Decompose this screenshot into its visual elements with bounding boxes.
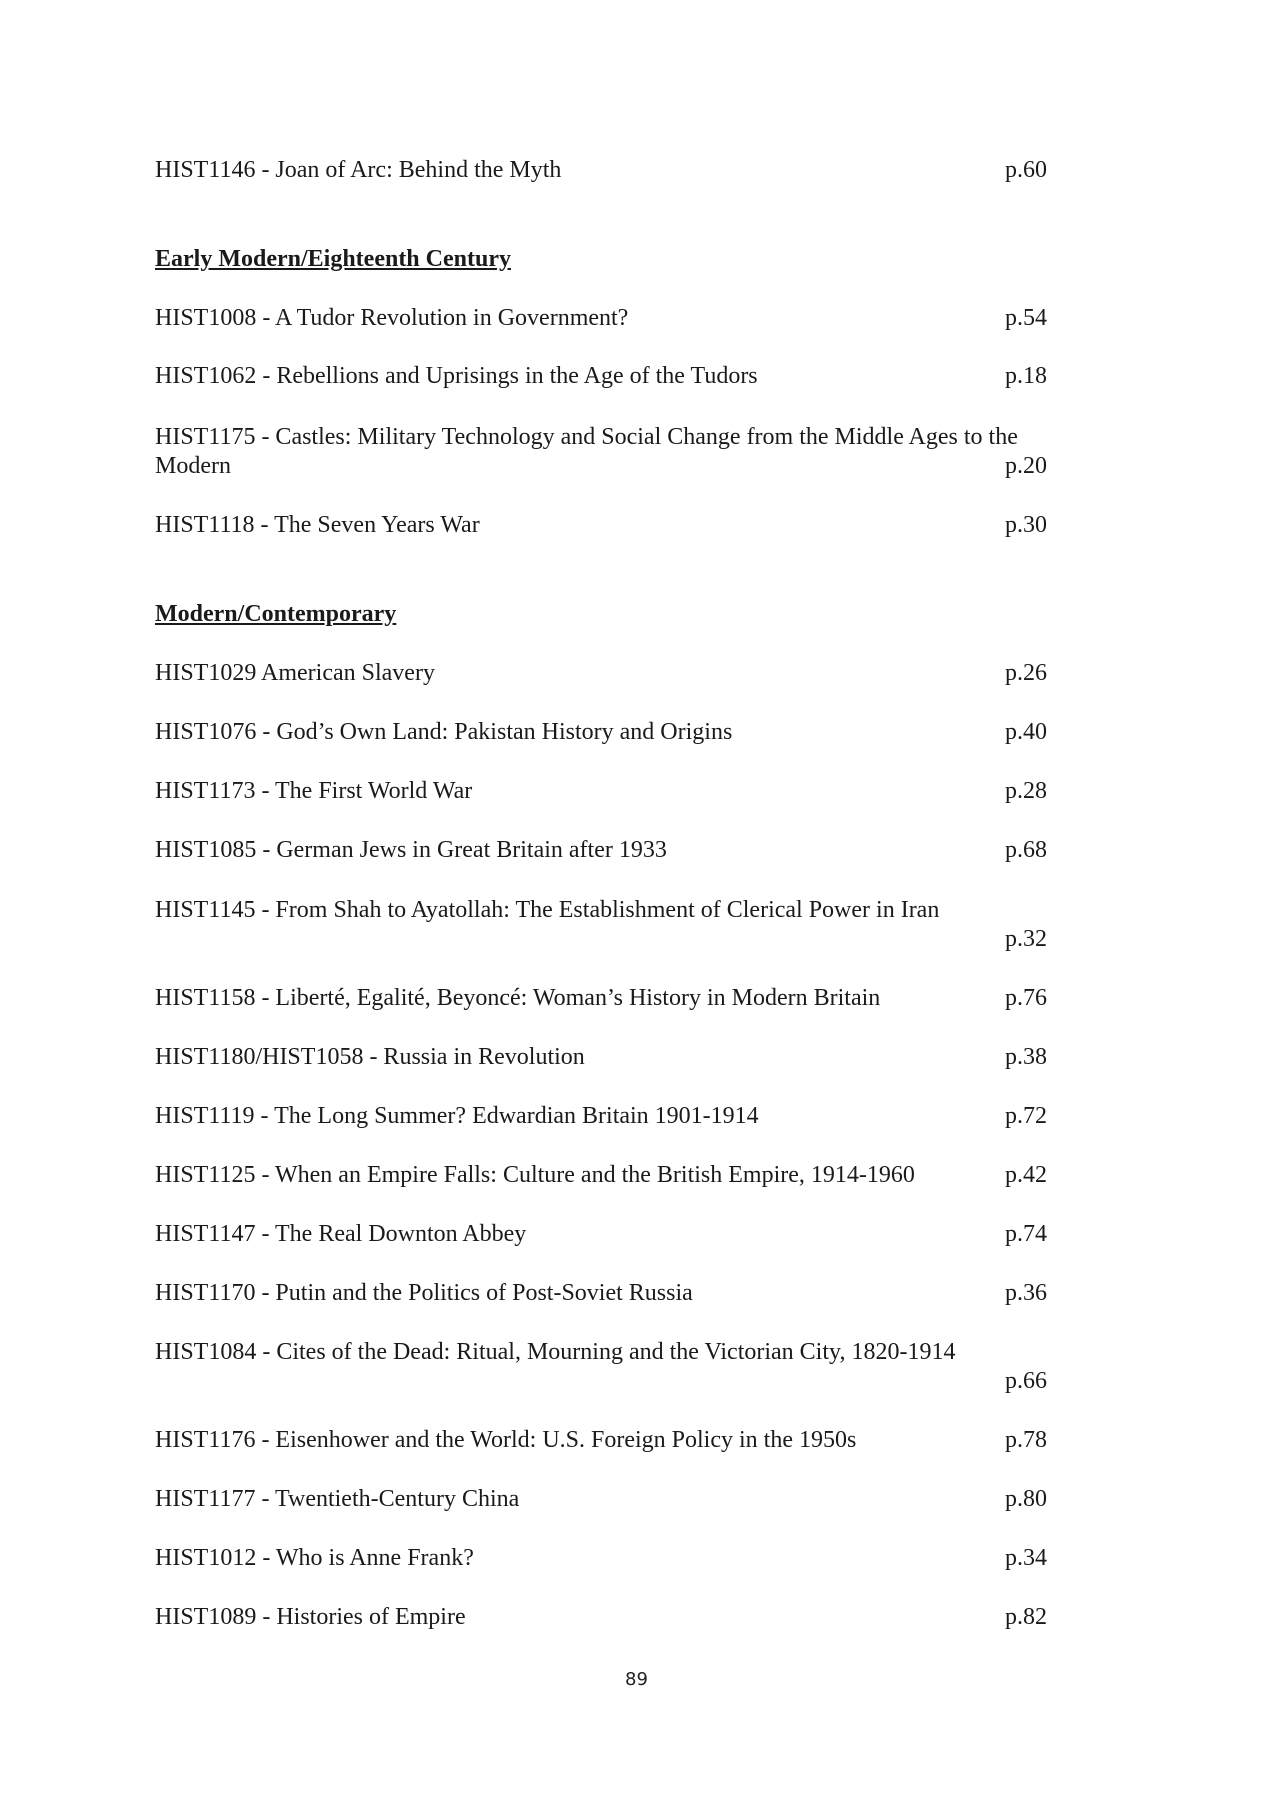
entry-title: HIST1029 American Slavery — [155, 660, 435, 686]
section-heading-modern: Modern/Contemporary — [155, 601, 397, 627]
entry-page-ref: p.28 — [1005, 778, 1047, 804]
entry-title: HIST1085 - German Jews in Great Britain after 1933 — [155, 837, 667, 863]
entry-page-ref: p.18 — [1005, 363, 1047, 389]
entry-title: HIST1062 - Rebellions and Uprisings in the Age of the Tudors — [155, 363, 758, 389]
entry-title: HIST1180/HIST1058 - Russia in Revolution — [155, 1044, 585, 1070]
entry-page-ref: p.74 — [1005, 1221, 1047, 1247]
entry-title: HIST1012 - Who is Anne Frank? — [155, 1545, 474, 1571]
entry-title: HIST1008 - A Tudor Revolution in Government? — [155, 305, 629, 331]
entry-page-ref: p.32 — [1005, 926, 1047, 952]
entry-title: HIST1084 - Cites of the Dead: Ritual, Mourning and the Victorian City, 1820-1914 — [155, 1339, 956, 1365]
entry-page-ref: p.78 — [1005, 1427, 1047, 1453]
entry-title: HIST1176 - Eisenhower and the World: U.S. Foreign Policy in the 1950s — [155, 1427, 857, 1453]
entry-page-ref: p.34 — [1005, 1545, 1047, 1571]
entry-title: HIST1119 - The Long Summer? Edwardian Britain 1901-1914 — [155, 1103, 759, 1129]
entry-title: HIST1177 - Twentieth-Century China — [155, 1486, 520, 1512]
entry-title: HIST1125 - When an Empire Falls: Culture and the British Empire, 1914-1960 — [155, 1162, 915, 1188]
entry-page-ref: p.68 — [1005, 837, 1047, 863]
entry-page-ref: p.82 — [1005, 1604, 1047, 1630]
entry-page-ref: p.30 — [1005, 512, 1047, 538]
entry-title-line1: HIST1175 - Castles: Military Technology and Social Change from the Middle Ages to the — [155, 424, 1018, 450]
entry-page-ref: p.26 — [1005, 660, 1047, 686]
entry-page-ref: p.76 — [1005, 985, 1047, 1011]
page-number: 89 — [625, 1669, 648, 1690]
entry-page-ref: p.72 — [1005, 1103, 1047, 1129]
entry-page-ref: p.80 — [1005, 1486, 1047, 1512]
entry-page-ref: p.38 — [1005, 1044, 1047, 1070]
entry-page-ref: p.42 — [1005, 1162, 1047, 1188]
entry-title-line2: Modern — [155, 453, 231, 479]
entry-page-ref: p.60 — [1005, 157, 1047, 183]
entry-title: HIST1147 - The Real Downton Abbey — [155, 1221, 527, 1247]
entry-title: HIST1145 - From Shah to Ayatollah: The Establishment of Clerical Power in Iran — [155, 897, 940, 923]
entry-title: HIST1076 - God’s Own Land: Pakistan History and Origins — [155, 719, 733, 745]
section-heading-early-modern: Early Modern/Eighteenth Century — [155, 246, 511, 272]
entry-page-ref: p.54 — [1005, 305, 1047, 331]
entry-title: HIST1158 - Liberté, Egalité, Beyoncé: Woman’s History in Modern Britain — [155, 985, 881, 1011]
entry-title: HIST1146 - Joan of Arc: Behind the Myth — [155, 157, 562, 183]
entry-title: HIST1170 - Putin and the Politics of Post-Soviet Russia — [155, 1280, 693, 1306]
entry-title: HIST1118 - The Seven Years War — [155, 512, 480, 538]
entry-page-ref: p.20 — [1005, 453, 1047, 479]
entry-page-ref: p.36 — [1005, 1280, 1047, 1306]
entry-page-ref: p.66 — [1005, 1368, 1047, 1394]
entry-page-ref: p.40 — [1005, 719, 1047, 745]
entry-title: HIST1089 - Histories of Empire — [155, 1604, 466, 1630]
entry-title: HIST1173 - The First World War — [155, 778, 473, 804]
